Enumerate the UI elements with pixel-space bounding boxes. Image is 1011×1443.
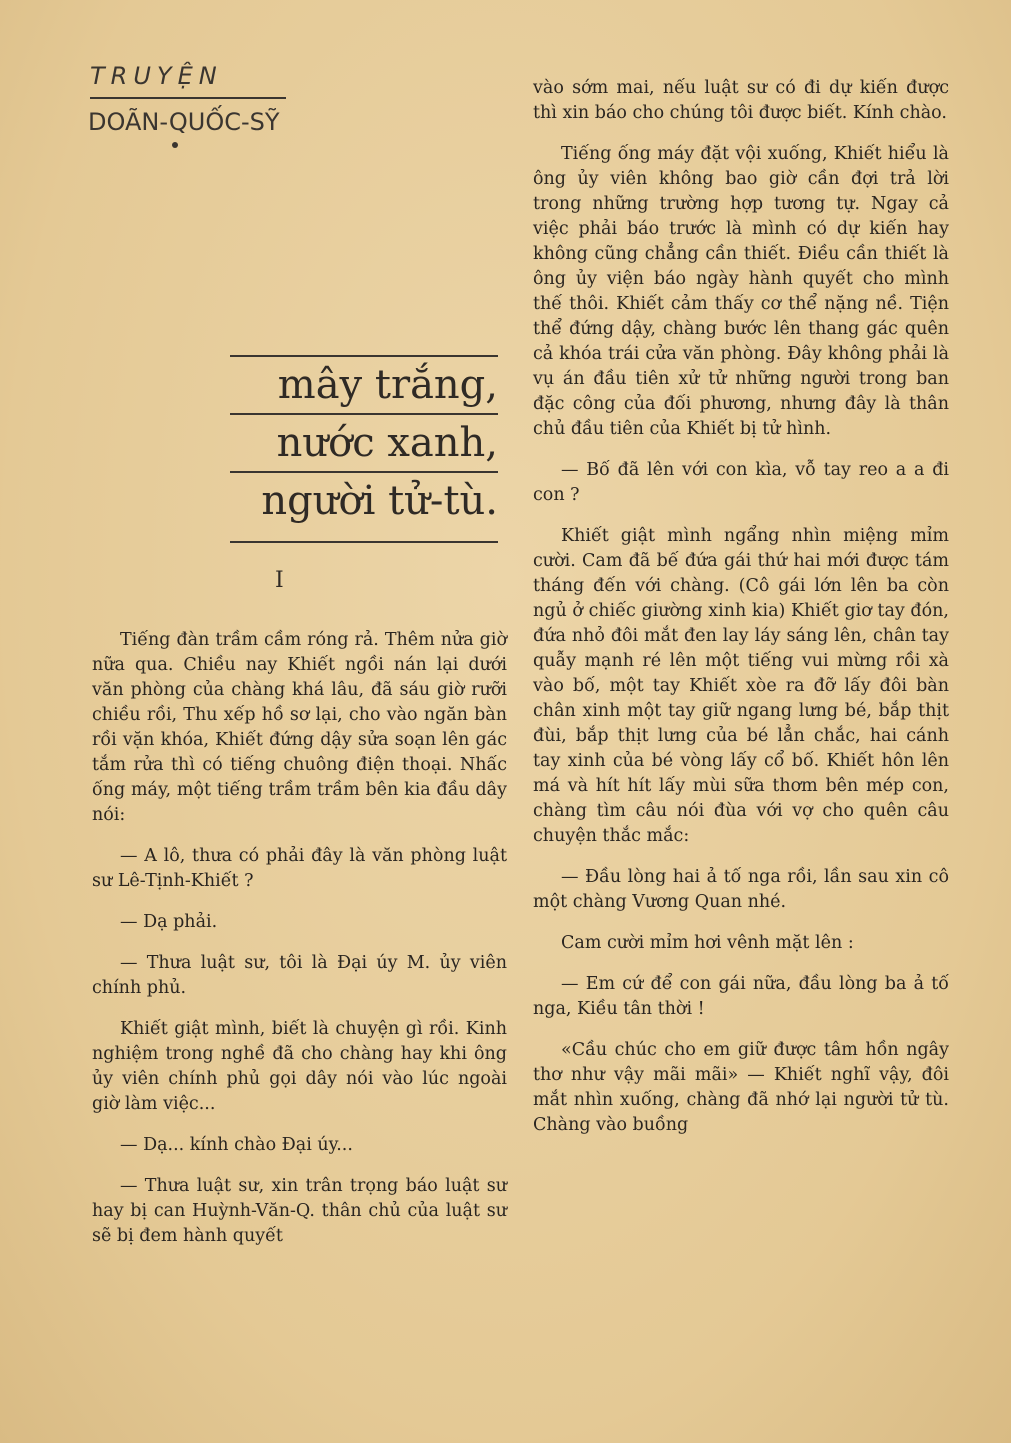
paragraph: — A lô, thưa có phải đây là văn phòng luật sư Lê-Tịnh-Khiết ? — [92, 846, 507, 891]
title-line-3: người tử-tù. — [261, 478, 498, 524]
title-rule — [230, 541, 498, 543]
paragraph: «Cầu chúc cho em giữ được tâm hồn ngây thơ như vậy mãi mãi» — Khiết nghĩ vậy, đôi mắt nhìn xuống, chàng đã nhớ lại người tử tù. Chàng vào buồng — [533, 1040, 949, 1135]
paragraph: Tiếng ống máy đặt vội xuống, Khiết hiểu là ông ủy viên không bao giờ cần đợi trả lời trong những trường hợp tương tự. Ngay cả việc phải báo trước là mình có dự kiến hay không cũng chẳng cần thiết. Điều cần thiết là ông ủy viện báo ngày hành quyết cho mình thế thôi. Khiết cảm thấy cơ thể nặng nề. Tiện thể đứng dậy, chàng bước lên thang gác quên cả khóa trái cửa văn phòng. Đây không phải là vụ án đầu tiên xử tử những người trong ban đặc công của đối phương, nhưng đây là thân chủ đầu tiên của Khiết bị tử hình. — [533, 144, 949, 439]
title-line-2: nước xanh, — [276, 420, 498, 466]
paragraph: vào sớm mai, nếu luật sư có đi dự kiến được thì xin báo cho chúng tôi được biết. Kính chào. — [533, 78, 949, 123]
paragraph: — Bố đã lên với con kìa, vỗ tay reo a a đi con ? — [533, 460, 949, 505]
paragraph: — Dạ... kính chào Đại úy... — [120, 1135, 353, 1155]
right-column — [533, 76, 949, 1154]
paragraph: — Thưa luật sư, tôi là Đại úy M. ủy viên chính phủ. — [92, 953, 507, 998]
header-rule — [90, 97, 286, 99]
paragraph: — Đầu lòng hai ả tố nga rồi, lần sau xin cô một chàng Vương Quan nhé. — [533, 867, 949, 912]
paragraph: Khiết giật mình, biết là chuyện gì rồi. Kinh nghiệm trong nghề đã cho chàng hay khi ông ủy viên chính phủ gọi dây nói vào lúc ngoài giờ làm việc... — [92, 1019, 507, 1114]
bullet-dot — [172, 142, 178, 148]
paragraph: Tiếng đàn trầm cầm róng rả. Thêm nửa giờ nữa qua. Chiều nay Khiết ngồi nán lại dưới văn phòng của chàng khá lâu, đã sáu giờ rưỡi chiều rồi, Thu xếp hồ sơ lại, cho vào ngăn bàn rồi vặn khóa, Khiết đứng dậy sửa soạn lên gác tắm rửa thì có tiếng chuông điện thoại. Nhấc ống máy, một tiếng trầm trầm bên kia đầu dây nói: — [92, 630, 507, 825]
paragraph: Khiết giật mình ngẩng nhìn miệng mỉm cười. Cam đã bế đứa gái thứ hai mới được tám tháng đến với chàng. (Cô gái lớn lên ba còn ngủ ở chiếc giường xinh kia) Khiết giơ tay đón, đứa nhỏ đôi mắt đen lay láy sáng lên, chân tay quẫy mạnh ré lên một tiếng vui mừng rồi xà vào bố, một tay Khiết xòe ra đỡ lấy đôi bàn chân xinh một tay giữ ngang lưng bé, bắp thịt đùi, bắp thịt lưng của bé lẳn chắc, hai cánh tay xinh của bé vòng lấy cổ bố. Khiết hôn lên má và hít hít lấy mùi sữa thơm bên mép con, chàng tìm câu nói đùa với vợ cho quên câu chuyện thắc mắc: — [533, 526, 949, 846]
left-column — [92, 628, 507, 1265]
section-label: TRUYỆN — [90, 62, 223, 90]
paragraph: — Dạ phải. — [120, 912, 218, 932]
title-line-1: mây trắng, — [277, 362, 498, 408]
chapter-number: I — [275, 568, 284, 593]
author-name: DOÃN-QUỐC-SỸ — [88, 108, 280, 136]
paragraph: — Em cứ để con gái nữa, đầu lòng ba ả tố nga, Kiều tân thời ! — [533, 974, 949, 1019]
paragraph: Cam cười mỉm hơi vênh mặt lên : — [561, 933, 854, 953]
paragraph: — Thưa luật sư, xin trân trọng báo luật sư hay bị can Huỳnh-Văn-Q. thân chủ của luật sư sẽ bị đem hành quyết — [92, 1176, 507, 1246]
story-title — [230, 355, 498, 543]
